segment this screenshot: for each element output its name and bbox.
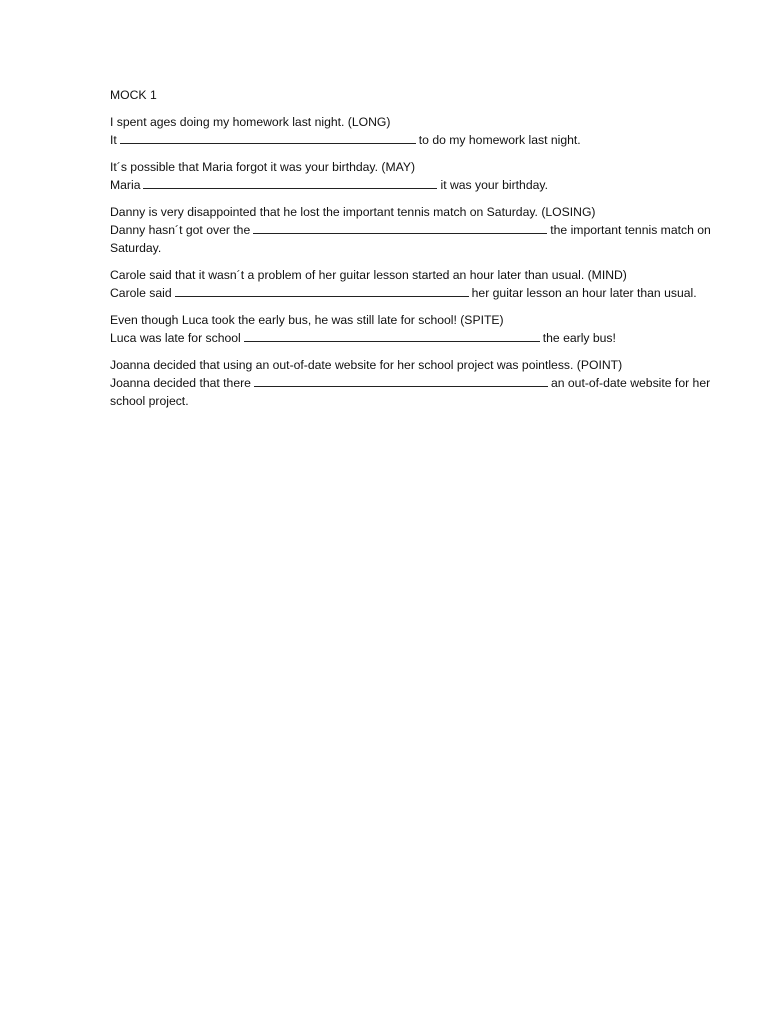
exercise-prompt: Joanna decided that using an out-of-date website for her school project was pointless. (POINT)	[110, 358, 623, 372]
exercise-item-2	[110, 158, 728, 194]
exercise-answer-line	[110, 329, 728, 347]
answer-before-text: Danny hasn´t got over the	[110, 223, 251, 237]
exercise-prompt: Even though Luca took the early bus, he was still late for school! (SPITE)	[110, 313, 504, 327]
exercise-item-3	[110, 203, 728, 257]
answer-blank[interactable]	[253, 221, 547, 234]
answer-after-text: to do my homework last night.	[418, 133, 581, 147]
answer-before-text: It	[110, 133, 117, 147]
exercise-answer-line	[110, 176, 728, 194]
exercise-item-1	[110, 113, 728, 149]
answer-before-text: Luca was late for school	[110, 331, 241, 345]
exercise-item-4	[110, 266, 728, 302]
answer-blank[interactable]	[244, 329, 540, 342]
answer-blank[interactable]	[143, 176, 437, 189]
exercise-prompt: Danny is very disappointed that he lost the important tennis match on Saturday. (LOSING)	[110, 205, 596, 219]
exercise-prompt: I spent ages doing my homework last night. (LONG)	[110, 115, 391, 129]
answer-before-text: Joanna decided that there	[110, 376, 251, 390]
exercise-answer-line	[110, 131, 728, 149]
answer-blank[interactable]	[175, 284, 469, 297]
answer-before-text: Maria	[110, 178, 141, 192]
exercise-answer-line	[110, 374, 722, 410]
answer-after-text: her guitar lesson an hour later than usual.	[471, 286, 697, 300]
exercise-answer-line	[110, 221, 722, 257]
exercise-prompt: Carole said that it wasn´t a problem of her guitar lesson started an hour later than usual. (MIND)	[110, 268, 627, 282]
answer-after-text: the important tennis match on Saturday.	[110, 223, 711, 255]
exercise-item-6	[110, 356, 728, 410]
answer-after-text: an out-of-date website for her school project.	[110, 376, 711, 408]
exercise-answer-line	[110, 284, 728, 302]
worksheet-title: MOCK 1	[110, 88, 157, 102]
answer-blank[interactable]	[120, 131, 416, 144]
exercise-prompt: It´s possible that Maria forgot it was your birthday. (MAY)	[110, 160, 416, 174]
answer-after-text: it was your birthday.	[440, 178, 548, 192]
answer-after-text: the early bus!	[542, 331, 616, 345]
answer-blank[interactable]	[254, 374, 548, 387]
exercise-item-5	[110, 311, 728, 347]
answer-before-text: Carole said	[110, 286, 172, 300]
